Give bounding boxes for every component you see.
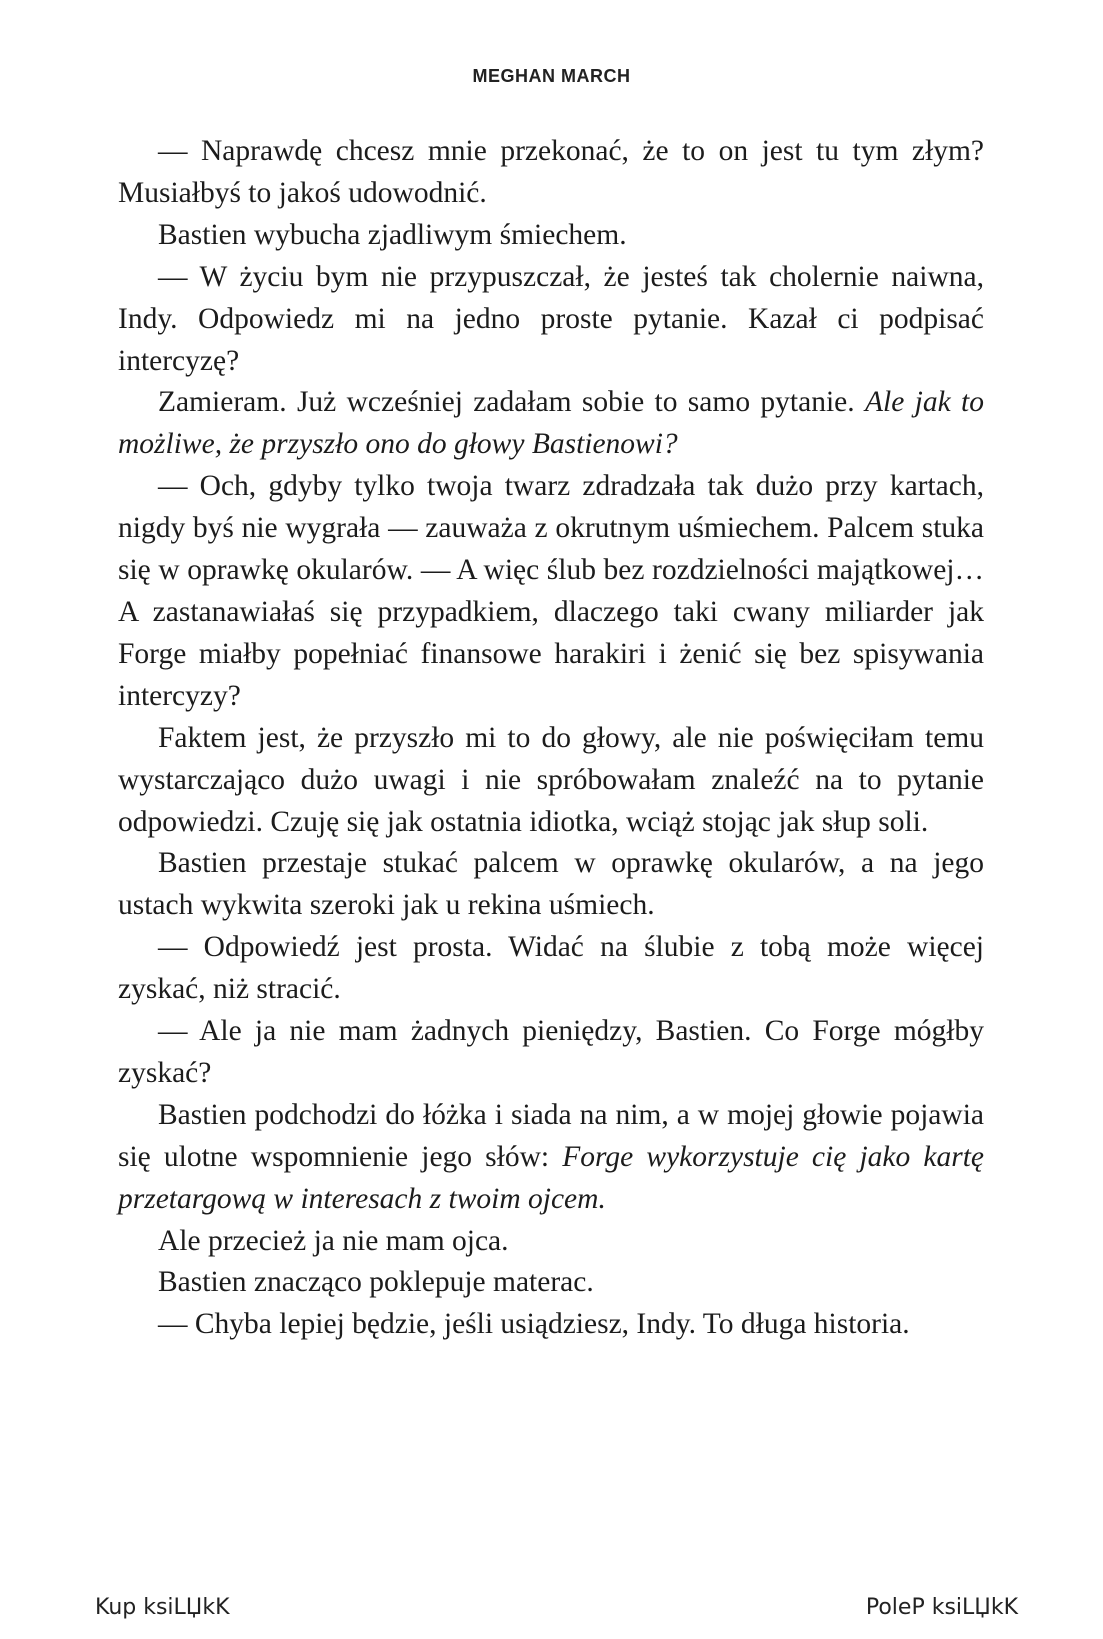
running-head: MEGHAN MARCH <box>472 66 631 86</box>
paragraph: Bastien przestaje stukać palcem w oprawkę okularów, a na jego ustach wykwita szeroki jak u rekina uśmiech. <box>118 847 984 922</box>
body-text <box>118 131 984 1346</box>
paragraph: Zamieram. Już wcześniej zadałam sobie to samo pytanie. Ale jak to możliwe, że przyszło ono do głowy Bastienowi? <box>118 386 985 461</box>
recommend-book-link[interactable]: PoleP ksiLЏkK <box>865 1595 1018 1620</box>
paragraph: — Odpowiedź jest prosta. Widać na ślubie z tobą może więcej zyskać, niż stracić. <box>118 931 984 1006</box>
buy-book-link[interactable]: Kup ksiLЏkK <box>95 1595 230 1620</box>
paragraph: — Naprawdę chcesz mnie przekonać, że to on jest tu tym złym? Musiałbyś to jakoś udowodnić. <box>118 135 984 209</box>
paragraph: Bastien wybucha zjadliwym śmiechem. <box>158 218 627 251</box>
italic-thought: Ale jak to możliwe, że przyszło ono do głowy Bastienowi? <box>118 386 985 461</box>
paragraph: Bastien znacząco poklepuje materac. <box>158 1266 594 1299</box>
italic-quote: Forge wykorzystuje cię jako kartę przetargową w interesach z twoim ojcem. <box>118 1140 985 1215</box>
paragraph: Faktem jest, że przyszło mi to do głowy, ale nie poświęciłam temu wystarczająco dużo uwagi i nie spróbowałam znaleźć na to pytanie odpowiedzi. Czuję się jak ostatnia idiotka, wciąż stojąc jak słup soli. <box>118 721 984 838</box>
paragraph: — Ale ja nie mam żadnych pieniędzy, Bastien. Co Forge mógłby zyskać? <box>118 1015 984 1089</box>
paragraph: — W życiu bym nie przypuszczał, że jesteś tak cholernie naiwna, Indy. Odpowiedz mi na jedno proste pytanie. Kazał ci podpisać intercyzę? <box>118 260 984 377</box>
paragraph: — Chyba lepiej będzie, jeśli usiądziesz, Indy. To długa historia. <box>158 1308 910 1341</box>
paragraph: Ale przecież ja nie mam ojca. <box>158 1224 509 1257</box>
paragraph: — Och, gdyby tylko twoja twarz zdradzała tak dużo przy kartach, nigdy byś nie wygrała — zauważa z okrutnym uśmiechem. Palcem stuka się w oprawkę okularów. — A więc ślub bez rozdzielności majątkowej… A zastanawiałaś się przypadkiem, dlaczego taki cwany miliarder jak Forge miałby popełniać finansowe harakiri i żenić się bez spisywania intercyzy? <box>118 470 984 712</box>
paragraph: Bastien podchodzi do łóżka i siada na nim, a w mojej głowie pojawia się ulotne wspomnienie jego słów: Forge wykorzystuje cię jako kartę przetargową w interesach z twoim ojcem. <box>118 1098 985 1215</box>
